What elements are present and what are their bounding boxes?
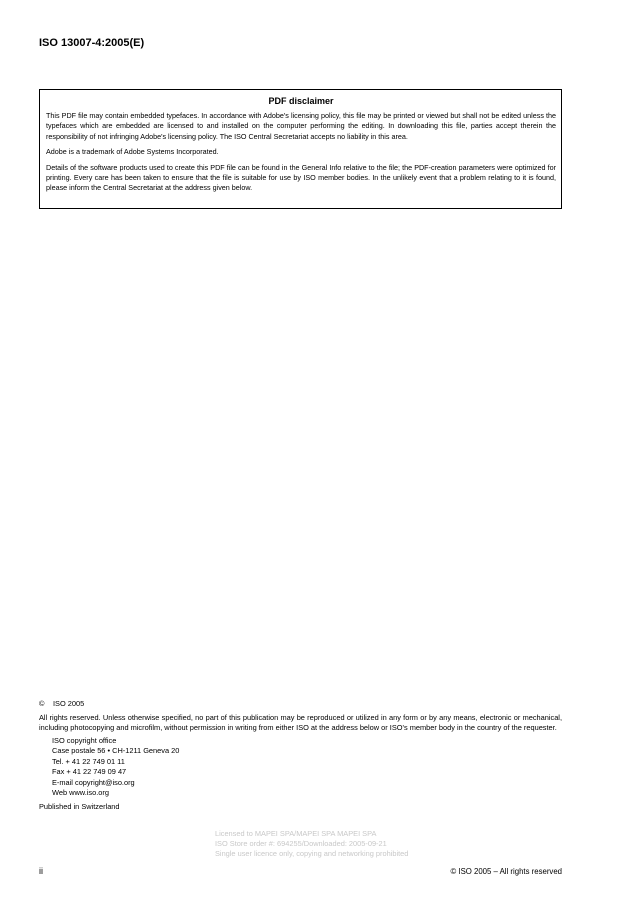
disclaimer-paragraph-details: Details of the software products used to create this PDF file can be found in the General Info relative to the file; the PDF-creation parameters were optimized for printing. Every care has been taken to ensure that the file is suitable for use by ISO member bodies. In the unlikely event that a problem relating to it is found, please inform the Central Secretariat at the address given below. [46, 162, 556, 193]
page-number: ii [39, 866, 43, 876]
office-name: ISO copyright office [52, 735, 117, 745]
office-postal-address: Case postale 56 • CH-1211 Geneva 20 [52, 746, 180, 755]
copyright-symbol: © [39, 699, 45, 708]
office-fax: Fax + 41 22 749 09 47 [52, 767, 127, 776]
copyright-year: ISO 2005 [53, 699, 85, 708]
disclaimer-title: PDF disclaimer [268, 96, 334, 106]
office-email: E-mail copyright@iso.org [52, 777, 135, 787]
office-web: Web www.iso.org [52, 788, 109, 797]
copyright-block [39, 699, 562, 812]
watermark-line-order: ISO Store order #: 694255/Downloaded: 2005-09-21 [215, 839, 387, 848]
document-id-header: ISO 13007-4:2005(E) [39, 37, 145, 49]
disclaimer-paragraph-trademark: Adobe is a trademark of Adobe Systems Incorporated. [46, 147, 219, 157]
office-telephone: Tel. + 41 22 749 01 11 [52, 756, 125, 766]
published-in-line: Published in Switzerland [39, 801, 120, 811]
copyright-year-line [39, 699, 562, 710]
rights-reserved-text: All rights reserved. Unless otherwise specified, no part of this publication may be reproduced or utilized in any form or by any means, electronic or mechanical, including photocopying and microfilm, without permission in writing from either ISO at the address below or ISO's member body in the country of the requester. [39, 712, 562, 732]
footer-copyright: © ISO 2005 – All rights reserved [450, 867, 562, 876]
watermark-line-licensee: Licensed to MAPEI SPA/MAPEI SPA MAPEI SPA [215, 829, 377, 838]
copyright-office-address [39, 736, 562, 799]
licence-watermark [215, 829, 408, 859]
watermark-line-restriction: Single user licence only, copying and networking prohibited [215, 849, 409, 858]
pdf-disclaimer-box [39, 89, 562, 209]
disclaimer-paragraph-typefaces: This PDF file may contain embedded typefaces. In accordance with Adobe's licensing policy, this file may be printed or viewed but shall not be edited unless the typefaces which are embedded are licensed to and installed on the computer performing the editing. In downloading this file, parties accept therein the responsibility of not infringing Adobe's licensing policy. The ISO Central Secretariat accepts no liability in this area. [46, 111, 556, 141]
